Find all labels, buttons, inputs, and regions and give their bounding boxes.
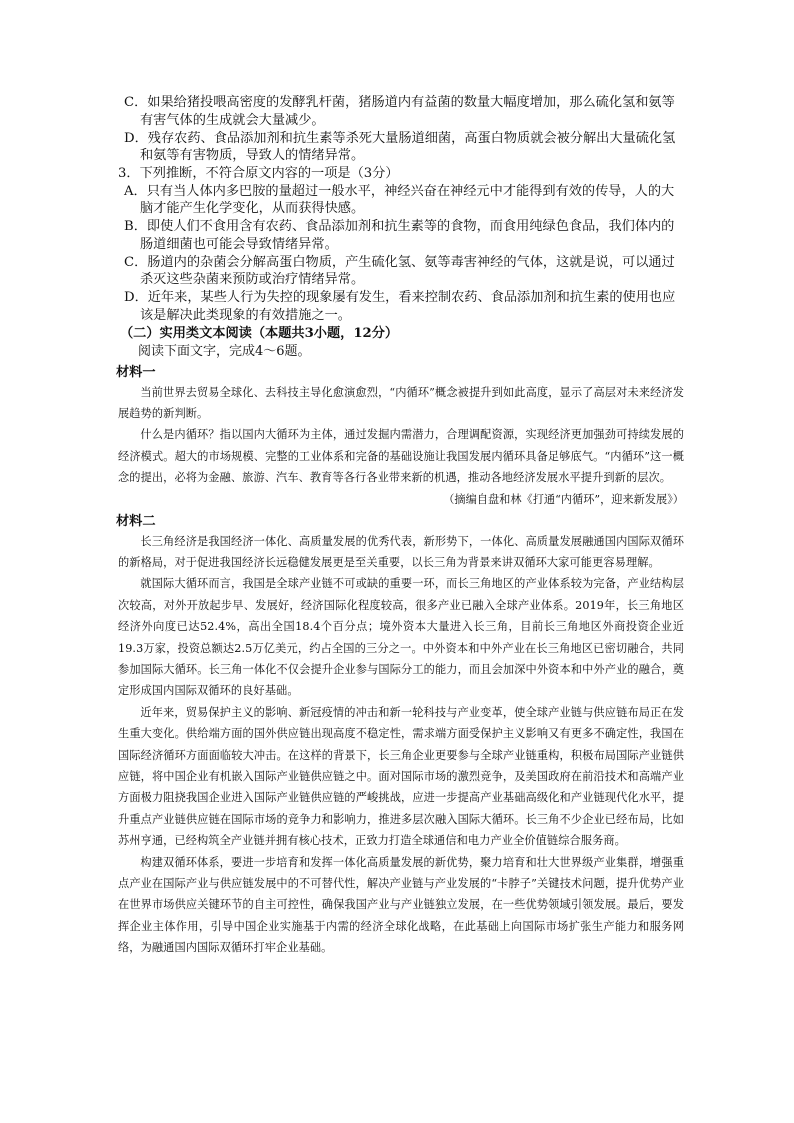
material1-paragraph: 什么是内循环？指以国内大循环为主体，通过发掘内需潜力，合理调配资源，实现经济更加强劲可持续发展的经济模式。超大的市场规模、完整的工业体系和完备的基础设施让我国发展内循环具备足够底气。“内循环”这一概念的提出，必将为金融、旅游、汽车、教育等各行各业带来新的机遇，推动各地经济发展水平提升到新的层次。 <box>118 428 684 485</box>
material2-paragraph: 近年来，贸易保护主义的影响、新冠疫情的冲击和新一轮科技与产业变革，使全球产业链与供应链布局正在发生重大变化。供给端方面的国外供应链出现高度不稳定性，需求端方面受保护主义影响又有更多不确定性，我国在国际经济循环方面面临较大冲击。在这样的背景下，长三角企业更要参与全球产业链重构，积极布局国际产业链供应链，将中国企业有机嵌入国际产业链供应链之中。面对国际市场的激烈竞争，及美国政府在前沿技术和高端产业方面极力阻挠我国企业进入国际产业链供应链的严峻挑战，应进一步提高产业基础高级化和产业链现代化水平，提升重点产业链供应链在国际市场的竞争力和影响力，推进多层次融入国际大循环。长三角不少企业已经布局，比如苏州亨通，已经构筑全产业链并拥有核心技术，正致力打造全球通信和电力产业全价值链综合服务商。 <box>118 705 684 848</box>
material2-paragraph: 长三角经济是我国经济一体化、高质量发展的优秀代表，新形势下，一体化、高质量发展融通国内国际双循环的新格局，对于促进我国经济长远稳健发展更是至关重要，以长三角为背景来讲双循环大家可能更容易理解。 <box>118 534 684 569</box>
section-instruction: 阅读下面文字，完成4～6题。 <box>138 343 311 359</box>
material1 <box>118 363 684 510</box>
q3-option-a: A．只有当人体内多巴胺的量超过一般水平，神经兴奋在神经元中才能得到有效的传导，人的大脑才能产生化学变化，从而获得快感。 <box>124 183 675 216</box>
option-c: C．如果给猪投喂高密度的发酵乳杆菌，猪肠道内有益菌的数量大幅度增加，那么硫化氢和氨等有害气体的生成就会大量减少。 <box>124 95 675 128</box>
material1-paragraph: 当前世界去贸易全球化、去科技主导化愈演愈烈，“内循环”概念被提升到如此高度，显示了高层对未来经济发展趋势的新判断。 <box>118 385 684 420</box>
material1-source: （摘编自盘和林《打通“内循环”，迎来新发展》） <box>443 492 684 506</box>
material2 <box>118 512 684 959</box>
option-d: D．残存农药、食品添加剂和抗生素等杀死大量肠道细菌，高蛋白物质就会被分解出大量硫化氢和氨等有害物质，导致人的情绪异常。 <box>124 130 676 163</box>
q3-option-d: D．近年来，某些人行为失控的现象屡有发生，看来控制农药、食品添加剂和抗生素的使用也应该是解决此类现象的有效措施之一。 <box>124 290 676 323</box>
material1-title: 材料一 <box>116 364 156 380</box>
material2-title: 材料二 <box>116 513 156 529</box>
document-page <box>118 94 684 959</box>
q3-option-b: B．即使人们不食用含有农药、食品添加剂和抗生素等的食物，而食用纯绿色食品，我们体内的肠道细菌也可能会导致情绪异常。 <box>124 219 675 252</box>
material2-paragraph: 就国际大循环而言，我国是全球产业链不可或缺的重要一环，而长三角地区的产业体系较为完备，产业结构层次较高，对外开放起步早、发展好，经济国际化程度较高，很多产业已融入全球产业体系。2019年，长三角地区经济外向度已达52.4%，高出全国18.4个百分点；境外资本大量进入长三角，目前长三角地区外商投资企业近19.3万家，投资总额达2.5万亿美元，约占全国的三分之一。中外资本和中外产业在长三角地区已密切融合，共同参加国际大循环。长三角一体化不仅会提升企业参与国际分工的能力，而且会加深中外资本和中外产业的融合，奠定形成国内国际双循环的良好基础。 <box>118 577 684 698</box>
section-heading: （二）实用类文本阅读（本题共3小题，12分） <box>120 325 399 341</box>
material2-paragraph: 构建双循环体系，要进一步培育和发挥一体化高质量发展的新优势，聚力培育和壮大世界级产业集群，增强重点产业在国际产业与供应链发展中的不可替代性，解决产业链与产业发展的“卡脖子”关键技术问题，提升优势产业在世界市场供应关键环节的自主可控性，确保我国产业与产业链独立发展，在一些优势领域引领发展。最后，要发挥企业主体作用，引导中国企业实施基于内需的经济全球化战略，在此基础上向国际市场扩张生产能力和服务网络，为融通国内国际双循环打牢企业基础。 <box>118 855 684 955</box>
q3-option-c: C．肠道内的杂菌会分解高蛋白物质，产生硫化氢、氨等毒害神经的气体，这就是说，可以通过杀灭这些杂菌来预防或治疗情绪异常。 <box>124 254 675 287</box>
question3 <box>118 165 684 324</box>
question3-stem: 3．下列推断，不符合原文内容的一项是（3分） <box>118 166 399 181</box>
question2-options-continued <box>118 94 684 165</box>
